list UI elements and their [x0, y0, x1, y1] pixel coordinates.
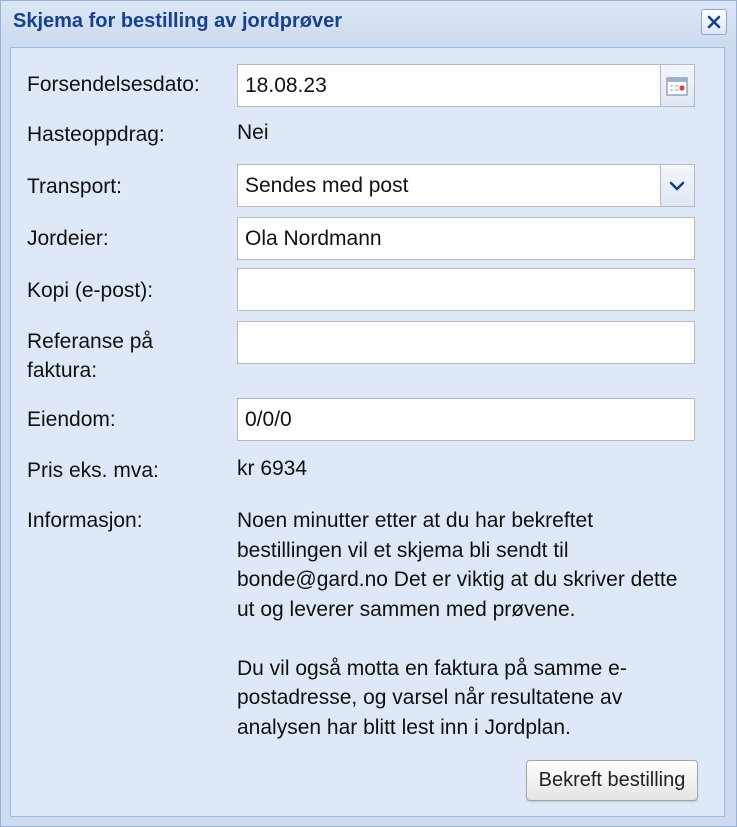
owner-input[interactable] [237, 217, 695, 260]
info-paragraph: Noen minutter etter at du har bekreftet bestillingen vil et skjema bli sendt til bonde@gard.no Det er viktig at du skriver dette ut og leverer sammen med prøvene. [237, 509, 678, 621]
calendar-icon [666, 76, 688, 96]
dialog-titlebar[interactable] [1, 1, 736, 45]
copy-email-input[interactable] [237, 268, 695, 311]
transport-select[interactable] [237, 164, 661, 207]
transport-dropdown-button[interactable] [661, 164, 695, 207]
confirm-order-button[interactable]: Bekreft bestilling [526, 760, 698, 801]
price-label: Pris eks. mva: [27, 459, 159, 482]
form-panel [10, 47, 725, 817]
urgent-value: Nei [237, 121, 269, 144]
price-value: kr 6934 [237, 457, 308, 480]
dialog-title: Skjema for bestilling av jordprøver [13, 10, 342, 32]
close-button[interactable] [701, 9, 727, 35]
info-text [237, 506, 697, 742]
shipping-date-label: Forsendelsesdato: [27, 73, 200, 96]
shipping-date-input[interactable] [237, 64, 661, 107]
invoice-reference-label-line2: faktura: [27, 359, 98, 382]
copy-email-label: Kopi (e-post): [27, 279, 154, 302]
property-label: Eiendom: [27, 408, 116, 431]
invoice-reference-label-line1: Referanse på [27, 330, 154, 353]
info-paragraph: Du vil også motta en faktura på samme e-postadresse, og varsel når resultatene av analysen har blitt lest inn i Jordplan. [237, 656, 627, 739]
chevron-down-icon [667, 178, 687, 194]
transport-label: Transport: [27, 175, 122, 198]
close-icon [706, 14, 722, 30]
date-picker-button[interactable] [661, 64, 695, 107]
urgent-label: Hasteoppdrag: [27, 123, 165, 146]
invoice-reference-input[interactable] [237, 321, 695, 364]
owner-label: Jordeier: [27, 227, 109, 250]
property-input[interactable] [237, 398, 695, 441]
info-label: Informasjon: [27, 509, 143, 532]
